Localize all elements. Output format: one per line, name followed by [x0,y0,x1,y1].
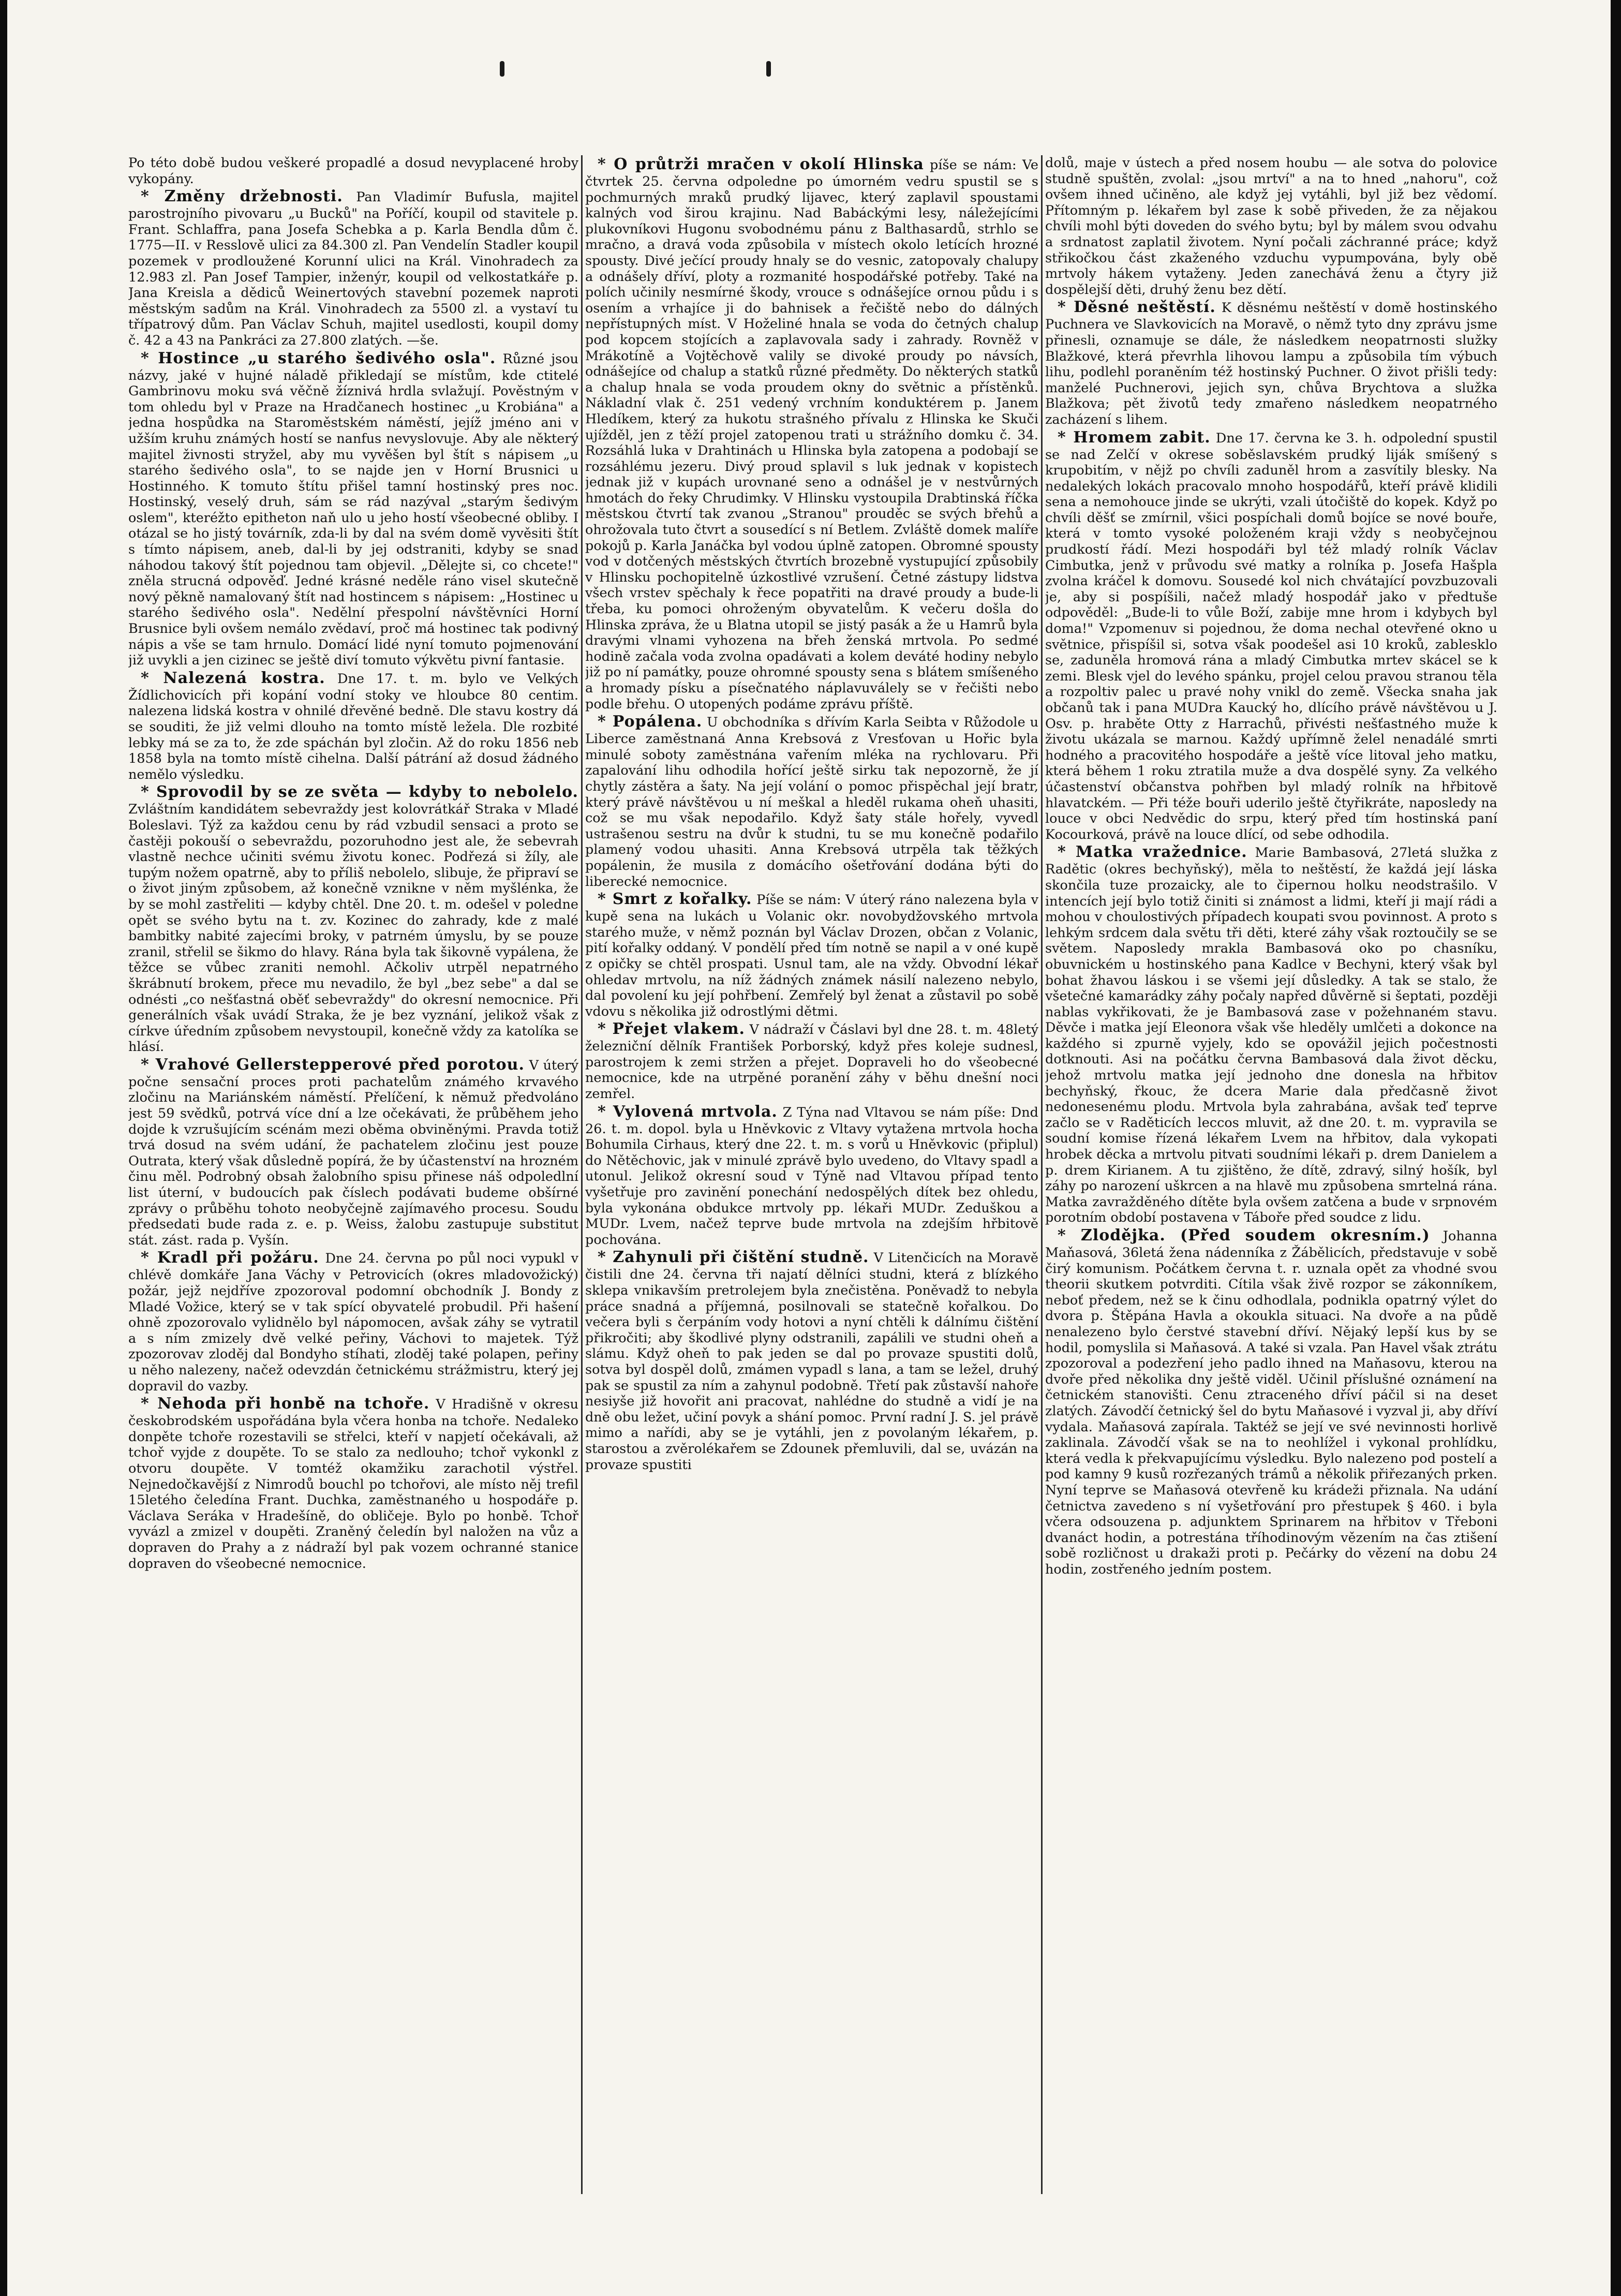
article-headline: * Zlodějka. (Před soudem okresním.) [1058,1226,1430,1245]
article-headline: * O průtrži mračen v okolí Hlinska [598,155,924,173]
article-body: Pan Vladimír Bufusla, majitel parostrojního pivovaru „u Bucků" na Poříčí, koupil od stavitele p. Frant. Schlaffra, pana Josefa Schebka a p. Karla Bendla dům č. 1775—II. v Resslově ulici za 84.300 zl. Pan Vendelín Stadler koupil pozemek v prodloužené Korunní ulici na Král. Vinohradech za 12.983 zl. Pan Josef Tampier, inženýr, koupil od velkostatkáře p. Jana Kreisla a dědiců Weinertových stavební pozemek naproti městským sadům na Král. Vinohradech za 5500 zl. a vystaví tu třípatrový dům. Pan Václav Schuh, majitel usedlosti, koupil domy č. 42 a 43 na Pankráci za 27.800 zlatých. —še. [128,189,578,348]
binding-hole-mark [500,61,504,77]
article-paragraph [585,155,1038,712]
article-headline: * Přejet vlakem. [598,1020,745,1039]
article-body: V úterý počne sensační proces proti pachatelům známého krvavého zločinu na Mariánském náměstí. Přelíčení, k němuž předvoláno jest 59 svědků, potrvá více dní a lze očekávati, že průběhem jeho dojde k vzrušujícím scénám mezi oběma obviněnými. Pravda totiž trvá dosud na svém udání, že pachatelem zločinu jest pouze Outrata, který však důsledně popírá, že by účastenství na hrozném činu měl. Podrobný obsah žalobního spisu přinese náš odpoledlní list úterní, v budoucích pak číslech podávati budeme obšírné zprávy o průběhu tohoto neobyčejně zajímavého procesu. Soudu předsedati bude rada z. e. p. Weiss, žalobu zastupuje substitut stát. zást. rada p. Vyšín. [128,1057,578,1248]
article-headline: * Sprovodil by se ze světa — kdyby to nebolelo. [141,783,578,802]
article-paragraph [1045,155,1497,298]
article-paragraph [585,1248,1038,1473]
binding-hole-mark [766,61,771,77]
article-paragraph [128,349,578,669]
article-headline: * Nehoda při honbě na tchoře. [141,1395,430,1413]
scan-edge-left [0,0,7,2296]
article-paragraph [585,890,1038,1019]
article-body: Zvláštním kandidátem sebevraždy jest kolovrátkář Straka v Mladé Boleslavi. Týž za každou cenu by rád vzbudil sensaci a proto se častěji pokouší o sebevraždu, pozoruhodno jest ale, že sebevrah vlastně nechce učiniti svému životu konec. Podřezá si žíly, ale tupým nožem opatrně, aby to příliš nebolelo, slibuje, že připraví se o život jiným způsobem, až konečně vznikne v něm myšlénka, že by se mohl zastřeliti — kdyby chtěl. Dne 20. t. m. odešel v poledne opět se svého bytu na t. zv. Kozinec do zahrady, kde z malé bambitky nabité zajecími broky, v patrném úmyslu, by se pouze zranil, střelil se šikmo do hlavy. Rána byla tak šikovně vypálena, že těžce se vůbec zraniti nemohl. Ačkoliv utrpěl nepatrného škrábnutí brokem, přece mu nevadilo, že byl „bez sebe" a dal se odnésti „co nešťastná oběť sebevraždy" do okresní nemocnice. Při generálních však uvádí Straka, že je bez vyznání, jelikož však z církve úředním způsobem nevystoupil, konečně vždy za katolíka se hlásí. [128,802,578,1055]
article-body: Z Týna nad Vltavou se nám píše: Dnd 26. t. m. dopol. byla u Hněvkovic z Vltavy vytažena mrtvola hocha Bohumila Cirhaus, který dne 22. t. m. s vorů u Hněvkovic (připlul) do Nětěchovic, jak v minulé zprávě bylo uvedeno, do Vltavy spadl a utonul. Jelikož okresní soud v Týně nad Vltavou případ tento vyšetřuje pro zavinění ponechání nedospělých dítek bez ohledu, byla vykonána obdukce mrtvoly pp. lékaři MUDr. Zeduškou a MUDr. Lvem, načež teprve bude mrtvola na zdejším hřbitově pochována. [585,1104,1038,1248]
article-body: píše se nám: Ve čtvrtek 25. června odpoledne po úmorném vedru spustil se s pochmurných mraků prudký lijavec, který zaplavil spoustami kalných vod širou krajinu. Nad Babáckými lesy, náležejícími plukovníkovi Hugonu svobodnému pánu z Balthasardů, strhlo se mračno, a dravá voda způsobila v místech okolo letících hrozné spousty. Divé ječící proudy hnaly se do vesnic, zatopovaly chalupy a odnášely dříví, ploty a rozmanité hospodářské potřeby. Také na polích učinily nesmírné škody, vrouce s odnášejíce ornou půdu i s osením a vrhajíce ji do bahnisek a řečiště nebo do dálných nepřístupných míst. V Hoželiné hnala se voda do četných chalup pod kopcem stojících a zaplavovala sady i zahrady. Rovněž v Mrákotíně a Vojtěchově valily se divoké proudy po návsích, odnášejíce od chalup a statků různé předměty. Do některých statků a chalup hnala se voda proudem okny do světnic a přístěnků. Nákladní vlak č. 251 vedený vrchním konduktérem p. Janem Hledíkem, který za hukotu strašného přívalu z Hlinska ke Skuči ujížděl, jen z těží projel zatopenou trati u strážního domku č. 34. Rozsáhlá luka v Drahtinách u Hlinska byla zatopena a podobají se rozsáhlému jezeru. Divý proud splavil s luk jednak v kopistech jednak již v kupách urovnané seno a odnášel je v nestvůrných hmotách do řeky Chrudimky. V Hlinsku vystoupila Drabtinská říčka městskou čtvrtí tak zvanou „Stranou" prouděc se svých břehů a ohrožovala tuto čtvrt a sousedící s ní Betlem. Zvláště domek malíře pokojů p. Karla Janáčka byl vodou úplně zatopen. Obromné spousty vod v dotčených městských čtvrtích brozebně vystupující způsobily v Hlinsku pochopitelně úzkostlivé vzrušení. Četné zástupy lidstva všech vrstev spěchaly k řece popatřiti na dravé proudy a bude-li třeba, ku pomoci ohroženým obyvatelům. K večeru došla do Hlinska zpráva, že u Blatna utopil se jistý pasák a že u Hamrů byla dravými vlnami vyhozena na břeh ženská mrtvola. Po sedmé hodině začala voda zvolna opadávati a kolem deváté hodiny nebylo již po ní památky, pouze ohromné spousty sena s blátem smíšeného a hromady písku a písečnatého náplavuválely se v řečišti nebo podle břehu. O utopených podáme zprávu příště. [585,157,1038,712]
article-paragraph [585,1020,1038,1102]
article-body: V Hradišně v okresu českobrodském uspořádána byla včera honba na tchoře. Nedaleko donpěte tchoře rozestavili se střelci, kteří v napjetí očekávali, až tchoř vyjde z doupěte. To se stalo za nedlouho; tchoř vykonkl z otvoru doupěte. V tomtéž okamžiku zarachotil výstřel. Nejnedočkavější z Nimrodů bouchl po tchořovi, ale místo něj trefil 15letého čeledína Frant. Duchka, zaměstnaného u hospodáře p. Václava Seráka v Hradešíně, do obličeje. Bylo po honbě. Tchoř vyvázl a zmizel v doupěti. Zraněný čeledín byl naložen na vůz a dopraven do Prahy a z nádraží byl pak vozem ochranné stanice dopraven do všeobecné nemocnice. [128,1397,578,1572]
article-paragraph [1045,428,1497,843]
article-paragraph [1045,843,1497,1226]
article-body: Různé jsou názvy, jaké v hujné náladě přikledají se místům, kde ctitelé Gambrinovu moku svá věčně žíznivá hrdla svlažují. Pověstným v tom ohledu byl v Praze na Hradčanech hostinec „u Krobiána" a jedna hospůdka na Staroměstském náměstí, jejíž jméno ani v užším kruhu známých hostí se nanfus nevyslovuje. Aby ale některý majitel živnosti stryžel, aby mu vyvěšen byl štít s nápisem „u starého šedivého osla", to se najde jen v Horní Brusnici u Hostinného. K tomuto štítu přišel tamní hostinský pres noc. Hostinský, veselý druh, sám se rád nazýval „starým šedivým oslem", kteréžto epitheton naň ulo u jeho hostí všeobecné obliby. I otázal se ho jistý továrník, zda-li by dal na svém domě vyvěsiti štít s tímto nápisem, aneb, dal-li by jej odstraniti, kdyby se snad náhodou takový štít pojednou tam objevil. „Dělejte si, co chcete!" zněla strucná odpověď. Jedné krásné neděle ráno visel skutečně nový pěkně namalovaný štít nad hostincem s nápisem: „Hostinec u starého šedivého osla". Nedělní přespolní návštěvníci Horní Brusnice byli ovšem nemálo zvědaví, proč má hostinec tak podivný nápis a vše se tam hrnulo. Domácí lidé nyní tomuto pojmenování již uvykli a jen cizinec se ještě diví tomuto výkvětu pivní fantasie. [128,351,578,669]
column-rule [1041,155,1043,2194]
article-paragraph [1045,298,1497,427]
article-body: V nádraží v Čáslavi byl dne 28. t. m. 48letý železniční dělník František Porborský, když přes koleje sudnesl, parostrojem k zemi stržen a přejet. Dopraveli ho do všeobecné nemocnice, kde na utrpěné poranění záhy v běhu dnešní noci zemřel. [585,1022,1038,1102]
article-paragraph [128,669,578,783]
scan-edge-right [1611,0,1621,2296]
article-paragraph [128,1249,578,1394]
article-paragraph [128,155,578,187]
article-body: Po této době budou veškeré propadlé a dosud nevyplacené hroby vykopány. [128,155,578,187]
article-paragraph [585,713,1038,890]
article-body: Dne 17. června ke 3. h. odpolední spustil se nad Zelčí v okrese soběslavském prudký liják smíšený s krupobitím, v nějž po chvíli zaduněl hrom a zasvítily blesky. Na nedalekých lokách pracovalo mnoho hospodářů, kteří právě klidili sena a nemohouce jinde se ukrýti, vzali útočiště do kopek. Když po chvíli děšť se zmírnil, všici pospíchali domů bojíce se nové bouře, která v tomto vysoké položeném kraji vždy s neobyčejnou prudkostí řádí. Mezi hospodáři byl též mladý rolník Václav Cimbutka, jenž v průvodu své matky a rolníka p. Josefa Hašpla zvolna kráčel k domovu. Sousedé kol nich chvátající povzbuzovali je, aby si pospíšili, načež mladý hospodář jako v předtuše odpověděl: „Bude-li to vůle Boží, zabije mne hrom i kdybych byl doma!" Vzpomenuv si pojednou, že doma nechal otevřené okno u světnice, přispíšil si, sotva však poodešel asi 10 kroků, zablesklo se, zaduněla hromová rána a mladý Cimbutka mrtev skácel se k zemi. Blesk vjel do levého spánku, projel celou pravou stranou těla a rozpoltiv palec u pravé nohy vnikl do země. Všecka snaha jak občanů tak i pana MUDra Kaucký ho, dlícího právě návštěvou u J. Osv. p. hraběte Otty z Harrachů, přivésti nešťastného muže k životu ukázala se marnou. Každý upřímně želel nenadálé smrti hodného a pracovitého hospodáře a ještě více litoval jeho matku, která během 1 roku ztratila muže a dva dospělé syny. Za velkého účastenství občanstva pohřben byl mladý rolník na hřbitově hlavatckém. — Při téže bouři uderilo ještě čtyřikráte, naposledy na louce v obci Nedvědic do srpu, který před tím hostinská paní Kocourková, právě na louce dlící, od sebe odhodila. [1045,430,1497,842]
article-headline: * Hromem zabit. [1058,428,1211,447]
article-body: K děsnému neštěstí v domě hostinského Puchnera ve Slavkovicích na Moravě, o němž tyto dny zprávu jsme přinesli, oznamuje se dále, že následkem neopatrnosti služky Blažkové, která převrhla lihovou lampu a způsobila tím výbuch lihu, podlehl poraněním též hostinský Puchner. O život přišli tedy: manželé Puchnerovi, jejich syn, chůva Brychtova a služka Blažkova; pět životů tedy zmařeno následkem neopatrného zacházení s lihem. [1045,300,1497,427]
article-headline: * Kradl při požáru. [141,1249,319,1267]
article-headline: * Nalezená kostra. [141,669,325,687]
article-body: U obchodníka s dřívím Karla Seibta v Růžodole u Liberce zaměstnaná Anna Krebsová z Vresťovan u Hořic byla minulé soboty zaměstnána vařením mléka na rychlovaru. Při zapalování lihu odhodila hořící ještě sirku tak nepozorně, že jí chytly zástěra a šaty. Na její volání o pomoc přispěchal její bratr, který právě návštěvou u ní meškal a hleděl rukama oheň uhasiti, což se mu však nepodařilo. Když šaty stále hořely, vyvedl ustrašenou sestru na dvůr k studni, tu se mu konečně podařilo plamený vodou uhasiti. Anna Krebsová utrpěla tak těžkých popálenin, že musila z domácího ošetřování dodána býti do liberecké nemocnice. [585,715,1038,890]
article-headline: * Děsné neštěstí. [1058,298,1216,317]
column-rule [581,155,583,2194]
column-2 [585,155,1038,2194]
article-paragraph [128,1395,578,1572]
newspaper-columns [128,155,1497,2194]
column-1 [128,155,578,2194]
article-body: Dne 17. t. m. bylo ve Velkých Žídlichovicích při kopání vodní stoky ve hloubce 80 centim. nalezena lidská kostra v ohnilé dřevěné bedně. Dle stavu kostry dá se souditi, že již velmi dlouho na tomto místě ležela. Dle rozbité lebky má se za to, že zde spáchán byl zločin. Až do roku 1856 neb 1858 byla na tomto místě cihelna. Další pátrání až dosud žádného nemělo výsledku. [128,671,578,782]
article-headline: * Smrt z kořalky. [598,890,752,909]
article-headline: * Vylovená mrtvola. [598,1102,778,1121]
article-body: Dne 24. června po půl noci vypukl v chlévě domkáře Jana Váchy v Petrovicích (okres mladovožický) požár, jejž nejdříve zpozoroval podomní obchodník J. Bondy z Mladé Vožice, který se v tak spící obyvatelé probudil. Při hašení ohně zpozorovalo vylidnělo byl nápomocen, avšak záhy se vytratil a s ním zmizely dvě velké peřiny, Váchovi to majetek. Týž zpozorovav zloděj dal Bondyho stíhati, zloděj také polapen, peřiny u něho nalezeny, načež odevzdán četnickému strážmistru, který jej dopravil do vazby. [128,1251,578,1394]
article-headline: * Zahynuli při čištění studně. [598,1248,869,1267]
article-headline: * Změny držebnosti. [141,187,343,206]
article-paragraph [128,187,578,348]
article-body: Marie Bambasová, 27letá služka z Radětic (okres bechyňský), měla to neštěstí, že každá její láska skončila tuze prozaicky, ale to čipernou holku neodstrašilo. V intencích její bylo totiž činiti si známost a lidmi, kteří ji mají rádi a mohou v choulostivých případech koupati svou povinnost. A proto s lehkým srdcem dala světu tři děti, které záhy však roztoučily se se světem. Naposledy mrakla Bambasová oko po chasníku, obuvnickém u hostinského pana Kadlce v Bechyni, který však byl bohat žhavou láskou i se všemi její důsledky. A tak se stalo, že všetečné kamarádky záhy počaly napřed důvěrně si šeptati, později nablas vykřikovati, že je Bambasová zase v požehnaném stavu. Děvče i matka její Eleonora však vše hleděly umlčeti a dokonce na každého si zpurně vyjely, kdo se opovážil jejich počestnosti dotknouti. Asi na počátku června Bambasová dala život děcku, jehož mrtvolu matka její jednoho dne donesla na hřbitov bechyňský, řkouc, že dcera Marie dala předčasně život nedonesenému plodu. Mrtvola byla zahrabána, avšak teď teprve začlo se v Raděticích leccos mluvit, až dne 20. t. m. vypravila se soudní komise řízená lékařem Lvem na hřbitov, dala vykopati hrobek děcka a mrtvolu pitvati soudními lékaři p. drem Danielem a p. drem Kirianem. A tu zjištěno, že dítě, zdravý, silný hošík, byl záhy po narození uškrcen a na hlavě mu způsobena smrtelná rána. Matka zavražděného dítěte byla ovšem zatčena a bude v srpnovém porotním období postavena v Táboře před soudce z lidu. [1045,845,1497,1226]
article-paragraph [585,1103,1038,1248]
article-headline: * Vrahové Gellerstepperové před porotou. [141,1055,525,1074]
article-paragraph [128,783,578,1055]
article-paragraph [1045,1226,1497,1577]
column-3 [1045,155,1497,2194]
article-body: Johanna Maňasová, 36letá žena nádenníka z Žábělicích, představuje v sobě čirý komunism. Počátkem června t. r. uznala opět za vhodné svou theorii skutkem potvrditi. Cítila však živě rozpor se zákonníkem, neboť předem, než se k činu odhodlala, podnikla opatrný výlet do dvora p. Štěpána Havla a okoukla situaci. Na dvoře a na půdě nenalezeno bylo čerstvé stavební dříví. Nějaký lepší kus by se hodil, pomyslila si Maňasová. A také si vzala. Pan Havel však ztrátu zpozoroval a podezření jeho padlo ihned na Maňasovu, kterou na dvoře před několika dny ještě viděl. Učinil příslušné oznámení na četnickém stanovišti. Cenu ztraceného dříví páčil si na deset zlatých. Závodčí četnický šel do bytu Maňasové i vyzval ji, aby dříví vydala. Maňasová zapírala. Taktéž se její ve své nevinnosti horlivě zaklinala. Závodčí však se na to neohlížel i vykonal prohlídku, která vedla k překvapujícímu výsledku. Bylo nalezeno pod postelí a pod kamny 9 kusů rozřezaných trámů a několik přiřezaných prken. Nyní teprve se Maňasová otevřeně ku krádeži přiznala. Na udání četnictva zavedeno s ní vyšetřování pro přestupek § 460. i byla včera odsouzena p. adjunktem Sprinarem na hřbitov v Třeboni dvanáct hodin, a potrestána tříhodinovým vězením na čas ztišení sobě rozličnost u drakaži proti p. Pečárky do vězení na dobu 24 hodin, zostřeného jedním postem. [1045,1228,1497,1577]
article-headline: * Popálena. [598,713,703,731]
article-headline: * Hostince „u starého šedivého osla". [141,349,496,367]
article-body: Píše se nám: V úterý ráno nalezena byla v kupě sena na lukách u Volanic okr. novobydžovského mrtvola starého muže, v němž poznán byl Václav Drozen, občan z Volanic, pití kořalky oddaný. V pondělí před tím notně se napil a v oné kupě z opičky se chtěl prospati. Usnul tam, ale na vždy. Obvodní lékař ohledav mrtvolu, na níž žádných známek násilí nalezeno nebylo, dal povolení ku její pohřbení. Zemřelý byl ženat a zůstavil po sobě vdovu s několika již odrostlými dětmi. [585,892,1038,1019]
article-paragraph [128,1056,578,1249]
article-body: V Litenčicích na Moravě čistili dne 24. června tři najatí dělníci studni, která z blízkého sklepa vnikavším pretrolejem byla znečistěna. Poněvadž to nebyla práce snadná a příjemná, posilnovali se statečně kořalkou. Do večera byli s čerpáním vody hotovi a nyní chtěli k dálnímu čištění přikročiti; aby škodlivé plyny odstranili, zapálili ve studni oheň a slámu. Když oheň to pak jeden se dal po provaze spustiti dolů, sotva byl dospěl dolů, zmámen vypadl s lana, a tam se ležel, druhý pak se spustil za ním a zahynul podobně. Třetí pak zůstavší nahoře nesiyše již hovořit ani pracovat, nahlédne do studně a vidí je na dně obu ležet, učiní povyk a shání pomoc. První radní J. S. jel právě mimo a nařídi, aby se je vytáhli, jen z povolaným lékařem, p. starostou a zvěrolékařem se Zdounek přemluvili, dal se, uvázán na provaze spustiti [585,1250,1038,1473]
article-body: dolů, maje v ústech a před nosem houbu — ale sotva do polovice studně spuštěn, zvolal: „jsou mrtví" a na to hned „nahoru", což ovšem ihned učiněno, ale když jej vytáhli, byl již bez vědomí. Přítomným p. lékařem byl zase k sobě přiveden, že za nějakou chvíli mohl býti doveden do svého bytu; byl by málem svou odvahu a srdnatost zaplatil životem. Nyní počali záchranné práce; když střikočkou část zkaženého vzduchu vypumpována, byly obě mrtvoly hákem vytaženy. Jeden zanechává ženu a čtyry již dospělejší děti, druhý ženu bez dětí. [1045,155,1497,298]
article-headline: * Matka vražednice. [1058,843,1247,862]
